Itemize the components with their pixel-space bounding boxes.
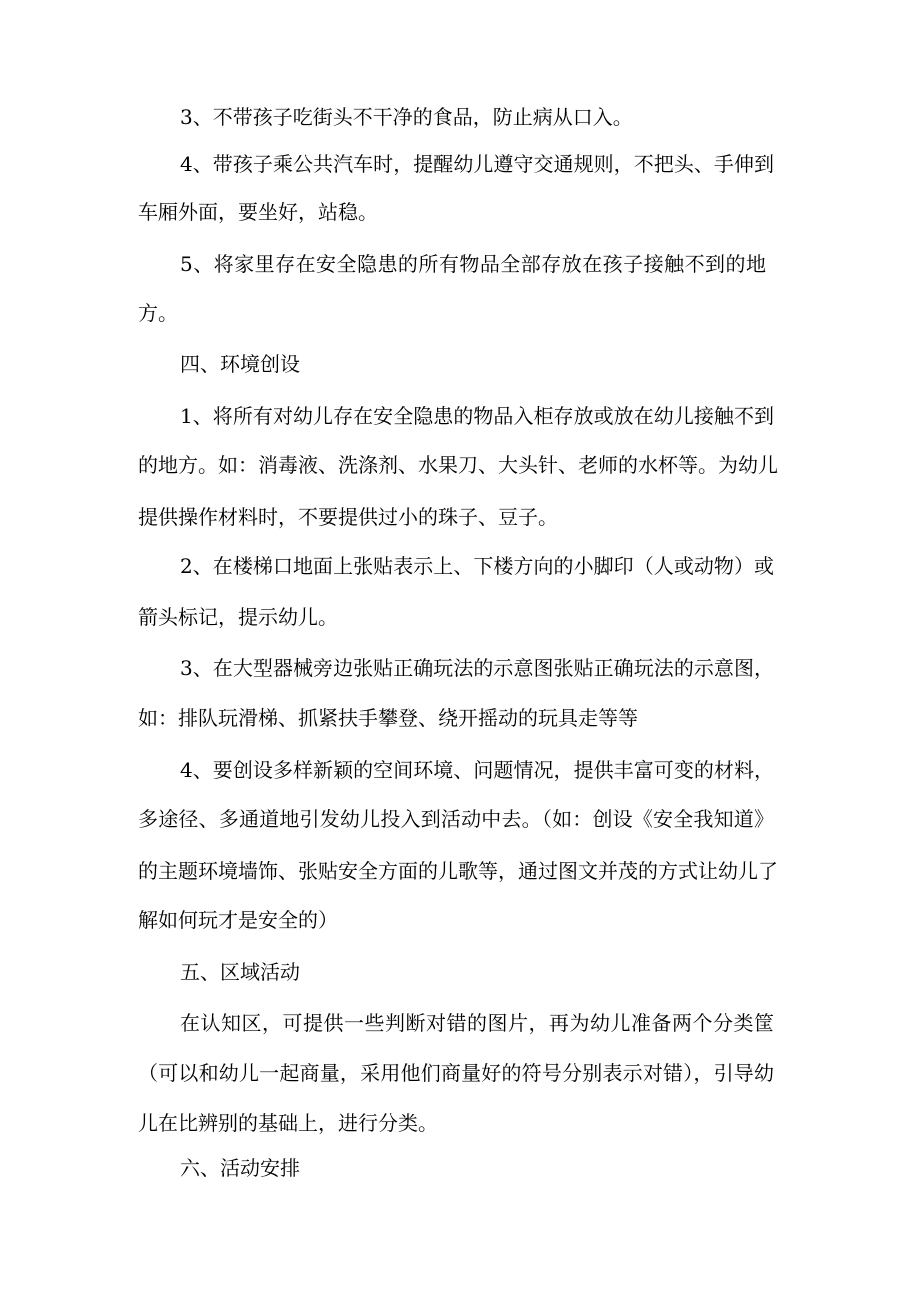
paragraph-line: 多途径、多通道地引发幼儿投入到活动中去。（如：创设《安全我知道》 bbox=[138, 807, 774, 831]
paragraph-line: 1、将所有对幼儿存在安全隐患的物品入柜存放或放在幼儿接触不到 bbox=[180, 404, 774, 428]
paragraph-line: 解如何玩才是安全的） bbox=[138, 908, 338, 932]
paragraph-line: 3、在大型器械旁边张贴正确玩法的示意图张贴正确玩法的示意图， bbox=[180, 656, 774, 680]
paragraph-line: 如：排队玩滑梯、抓紧扶手攀登、绕开摇动的玩具走等等 bbox=[138, 706, 638, 730]
paragraph-line: 方。 bbox=[138, 301, 178, 325]
paragraph-line: 4、带孩子乘公共汽车时，提醒幼儿遵守交通规则，不把头、手伸到 bbox=[180, 152, 774, 176]
section-heading: 六、活动安排 bbox=[180, 1156, 300, 1180]
paragraph-line: 儿在比辨别的基础上，进行分类。 bbox=[138, 1111, 438, 1135]
paragraph-line: （可以和幼儿一起商量，采用他们商量好的符号分别表示对错），引导幼 bbox=[138, 1061, 774, 1085]
section-heading: 四、环境创设 bbox=[180, 352, 300, 376]
paragraph-line: 的主题环境墙饰、张贴安全方面的儿歌等，通过图文并茂的方式让幼儿了 bbox=[138, 859, 778, 883]
paragraph-line: 箭头标记，提示幼儿。 bbox=[138, 605, 338, 629]
paragraph-line: 车厢外面，要坐好，站稳。 bbox=[138, 200, 378, 224]
paragraph-line: 的地方。如：消毒液、洗涤剂、水果刀、大头针、老师的水杯等。为幼儿 bbox=[138, 453, 778, 477]
paragraph-line: 5、将家里存在安全隐患的所有物品全部存放在孩子接触不到的地 bbox=[180, 252, 766, 276]
paragraph-line: 3、不带孩子吃街头不干净的食品，防止病从口入。 bbox=[180, 105, 633, 129]
paragraph-line: 2、在楼梯口地面上张贴表示上、下楼方向的小脚印（人或动物）或 bbox=[180, 554, 774, 578]
paragraph-line: 4、要创设多样新颖的空间环境、问题情况，提供丰富可变的材料， bbox=[180, 758, 774, 782]
paragraph-line: 在认知区，可提供一些判断对错的图片，再为幼儿准备两个分类筐 bbox=[180, 1011, 774, 1035]
paragraph-line: 提供操作材料时，不要提供过小的珠子、豆子。 bbox=[138, 505, 558, 529]
section-heading: 五、区域活动 bbox=[180, 960, 300, 984]
